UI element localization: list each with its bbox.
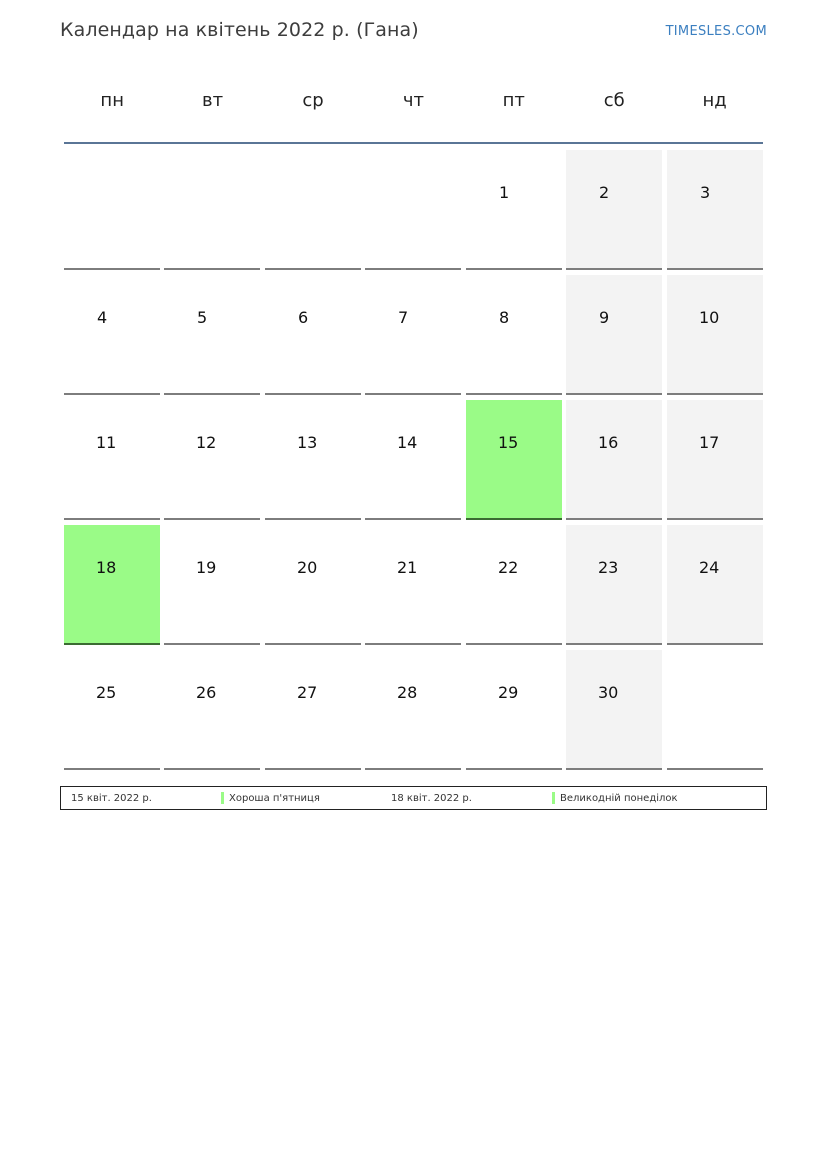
calendar-day-cell[interactable] [265,650,361,770]
calendar-day-cell[interactable] [566,275,662,395]
day-number: 6 [298,308,309,327]
calendar-day-cell[interactable] [64,150,160,270]
legend-date: 15 квіт. 2022 р. [71,793,152,804]
day-number: 13 [297,433,318,452]
calendar-day-cell[interactable] [365,275,461,395]
calendar-day-cell[interactable] [64,400,160,520]
weekday-label: вт [202,90,224,111]
legend-holiday-name: Хороша п'ятниця [229,793,320,804]
day-number: 20 [297,558,318,577]
day-number: 19 [196,558,217,577]
holiday-legend [60,786,767,810]
calendar-day-cell[interactable] [667,150,763,270]
calendar-day-cell[interactable] [566,525,662,645]
calendar-day-cell[interactable] [365,150,461,270]
calendar-day-cell[interactable] [64,650,160,770]
day-number: 18 [96,558,117,577]
holiday-color-marker [221,792,224,804]
weekday-label: нд [702,90,727,111]
day-number: 29 [498,683,519,702]
calendar-day-cell[interactable] [265,400,361,520]
legend-holiday-name: Великодній понеділок [560,793,678,804]
day-number: 26 [196,683,217,702]
calendar-day-cell[interactable] [164,400,260,520]
calendar-day-cell[interactable] [566,400,662,520]
day-number: 3 [700,183,711,202]
weekday-label: чт [402,90,424,111]
calendar-day-cell[interactable] [667,525,763,645]
day-number: 25 [96,683,117,702]
day-number: 17 [699,433,720,452]
brand-link[interactable]: TIMESLES.COM [665,24,767,39]
calendar-day-cell[interactable] [365,400,461,520]
calendar-day-cell[interactable] [164,650,260,770]
day-number: 27 [297,683,318,702]
calendar-day-cell[interactable] [164,150,260,270]
calendar-day-cell[interactable] [265,150,361,270]
calendar-day-cell[interactable] [466,650,562,770]
weekday-label: сб [603,90,625,111]
day-number: 12 [196,433,217,452]
weekday-label: пт [502,90,525,111]
calendar-day-cell[interactable] [265,275,361,395]
calendar-day-cell[interactable] [667,650,763,770]
day-number: 7 [398,308,409,327]
day-number: 16 [598,433,619,452]
day-number: 22 [498,558,519,577]
day-number: 23 [598,558,619,577]
calendar-day-cell[interactable] [566,150,662,270]
calendar-day-cell[interactable] [164,525,260,645]
calendar-day-cell[interactable] [466,150,562,270]
day-number: 24 [699,558,720,577]
day-number: 2 [599,183,610,202]
day-number: 21 [397,558,418,577]
calendar-day-cell[interactable] [566,650,662,770]
calendar-day-cell[interactable] [466,525,562,645]
day-number: 8 [499,308,510,327]
header-divider [64,142,763,144]
legend-date: 18 квіт. 2022 р. [391,793,472,804]
calendar-day-cell[interactable] [667,275,763,395]
weekday-label: ср [302,90,324,111]
day-number: 30 [598,683,619,702]
day-number: 9 [599,308,610,327]
holiday-color-marker [552,792,555,804]
day-number: 1 [499,183,510,202]
calendar-day-cell[interactable] [64,275,160,395]
calendar-day-cell[interactable] [667,400,763,520]
page-title: Календар на квітень 2022 р. (Гана) [60,19,419,41]
day-number: 10 [699,308,720,327]
calendar-day-cell[interactable] [466,275,562,395]
weekday-header-row [62,90,765,120]
day-number: 28 [397,683,418,702]
calendar-day-cell[interactable] [365,650,461,770]
calendar-day-cell[interactable] [365,525,461,645]
calendar-day-cell[interactable] [64,525,160,645]
day-number: 14 [397,433,418,452]
day-number: 15 [498,433,519,452]
day-number: 5 [197,308,208,327]
day-number: 11 [96,433,117,452]
day-number: 4 [97,308,108,327]
calendar-day-cell[interactable] [466,400,562,520]
calendar-day-cell[interactable] [164,275,260,395]
calendar-day-cell[interactable] [265,525,361,645]
weekday-label: пн [100,90,124,111]
